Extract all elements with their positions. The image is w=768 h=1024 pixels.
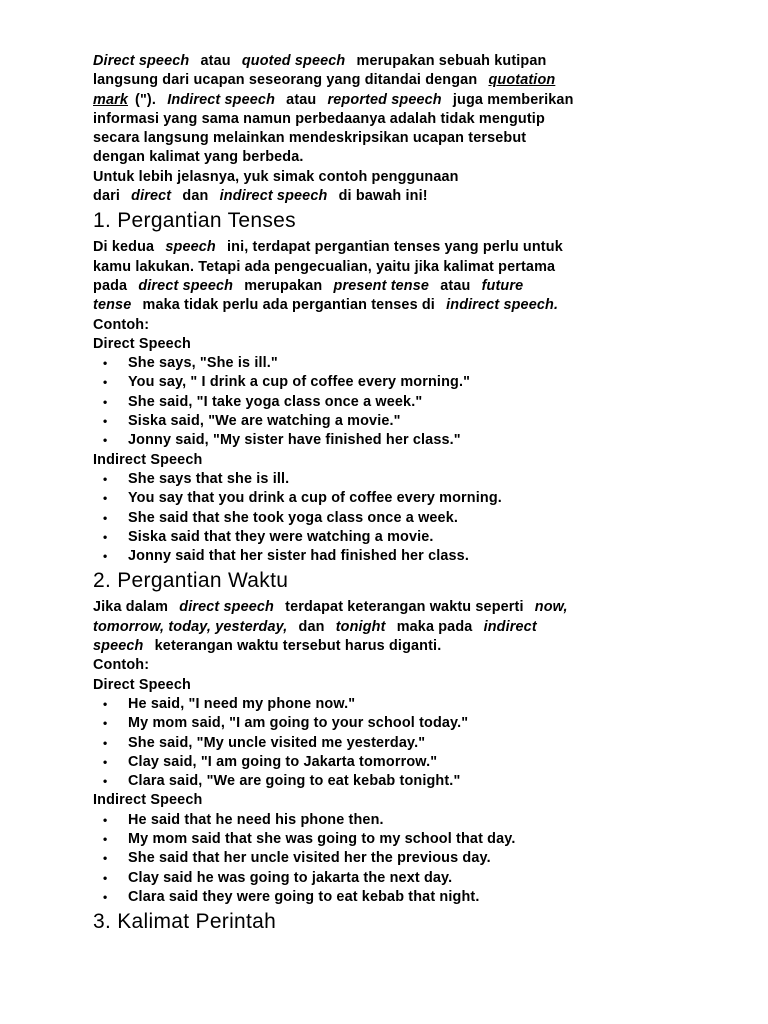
term-quotation: quotation bbox=[488, 72, 556, 89]
list-item: • My mom said that she was going to my school that day. bbox=[128, 830, 713, 849]
list-item: • Jonny said, "My sister have finished her class." bbox=[128, 431, 713, 450]
list-item: • She says that she is ill. bbox=[128, 470, 713, 489]
term-indirect: indirect bbox=[483, 618, 537, 635]
contoh-label: Contoh: bbox=[93, 316, 150, 333]
term-future: future bbox=[481, 277, 524, 294]
contoh-label: Contoh: bbox=[93, 657, 150, 674]
section-1-body: Di kedua speech ini, terdapat pergantian tenses yang perlu untuk kamu lakukan. Tetapi ada pengecualian, yaitu jika kalimat pertama pada direct speech merupakan present tense atau future tense maka tidak perlu ada pergantian tenses di indirect speech. Contoh: Direct Speech • She says, "She is ill." • You say, " I drink a cup of coffee every morning." • She said, "I take yoga class once a week." • Siska said, "We are watching a movie." • Jonny said, "My sister have finished her class." Indirect Speech • She says that she is ill. • You say that you drink a cup of coffee every morning. • She said that she took yoga class once a week. • Siska said that they were watching a movie. • Jonny said that her sister had finished her class. bbox=[93, 238, 713, 566]
list-item: • Siska said that they were watching a movie. bbox=[128, 528, 713, 547]
term-indirect-speech: indirect speech. bbox=[446, 297, 559, 314]
term-direct-speech: Direct speech bbox=[93, 53, 190, 69]
list-item: • My mom said, "I am going to your school today." bbox=[128, 714, 713, 733]
term-speech: speech bbox=[93, 638, 144, 655]
list-item: • Siska said, "We are watching a movie." bbox=[128, 412, 713, 431]
term-present-tense: present tense bbox=[333, 277, 430, 294]
list-item: • She said, "My uncle visited me yesterday." bbox=[128, 734, 713, 753]
term-mark: mark bbox=[93, 91, 129, 108]
term-quoted-speech: quoted speech bbox=[241, 53, 346, 69]
term-reported-speech: reported speech bbox=[327, 91, 442, 108]
term-time-words: tomorrow, today, yesterday, bbox=[93, 618, 288, 635]
list-item: • He said, "I need my phone now." bbox=[128, 695, 713, 714]
term-indirect-speech-2: indirect speech bbox=[219, 188, 328, 205]
list-item: • Clay said, "I am going to Jakarta tomorrow." bbox=[128, 753, 713, 772]
list-item: • She said, "I take yoga class once a week." bbox=[128, 393, 713, 412]
term-direct-speech: direct speech bbox=[138, 277, 234, 294]
indirect-speech-list bbox=[93, 470, 713, 566]
term-direct: direct bbox=[131, 188, 172, 205]
section-1-heading: 1. Pergantian Tenses bbox=[93, 209, 296, 233]
term-now: now, bbox=[534, 599, 568, 616]
list-item: • You say that you drink a cup of coffee every morning. bbox=[128, 489, 713, 508]
term-direct-speech: direct speech bbox=[179, 599, 274, 616]
section-2-body: Jika dalam direct speech terdapat keterangan waktu seperti now, tomorrow, today, yesterday, dan tonight maka pada indirect speech keterangan waktu tersebut harus diganti. Contoh: Direct Speech • He said, "I need my phone now." • My mom said, "I am going to your school today." • She said, "My uncle visited me yesterday." • Clay said, "I am going to Jakarta tomorrow." • Clara said, "We are going to eat kebab tonight." Indirect Speech • He said that he need his phone then. • My mom said that she was going to my school that day. • She said that her uncle visited her the previous day. • Clay said he was going to jakarta the next day. • Clara said they were going to eat kebab that night. bbox=[93, 598, 713, 907]
list-item: • Clara said they were going to eat kebab that night. bbox=[128, 888, 713, 907]
term-indirect-speech: Indirect speech bbox=[167, 91, 276, 108]
direct-speech-label: Direct Speech bbox=[93, 335, 191, 352]
list-item: • He said that he need his phone then. bbox=[128, 811, 713, 830]
list-item: • She said that her uncle visited her the previous day. bbox=[128, 849, 713, 868]
list-item: • You say, " I drink a cup of coffee every morning." bbox=[128, 373, 713, 392]
list-item: • She says, "She is ill." bbox=[128, 354, 713, 373]
term-tense: tense bbox=[93, 297, 132, 314]
section-2-heading: 2. Pergantian Waktu bbox=[93, 569, 289, 593]
document-body bbox=[93, 52, 713, 939]
indirect-speech-label: Indirect Speech bbox=[93, 451, 203, 468]
list-item: • Clay said he was going to jakarta the next day. bbox=[128, 869, 713, 888]
list-item: • Jonny said that her sister had finished her class. bbox=[128, 547, 713, 566]
list-item: • She said that she took yoga class once a week. bbox=[128, 509, 713, 528]
list-item: • Clara said, "We are going to eat kebab tonight." bbox=[128, 772, 713, 791]
section-3-heading: 3. Kalimat Perintah bbox=[93, 910, 277, 934]
term-tonight: tonight bbox=[335, 618, 386, 635]
term-speech: speech bbox=[165, 239, 216, 256]
direct-speech-list bbox=[93, 695, 713, 791]
indirect-speech-list bbox=[93, 811, 713, 907]
direct-speech-label: Direct Speech bbox=[93, 676, 191, 693]
intro-paragraph: Direct speech atau quoted speech merupakan sebuah kutipan langsung dari ucapan seseorang yang ditandai dengan quotation mark ("). Indirect speech atau reported speech juga memberikan informasi yang sama namun perbedaanya adalah tidak mengutip secara langsung melainkan mendeskripsikan ucapan tersebut dengan kalimat yang berbeda. Untuk lebih jelasnya, yuk simak contoh penggunaan dari direct dan indirect speech di bawah ini! bbox=[93, 53, 574, 205]
direct-speech-list bbox=[93, 354, 713, 450]
indirect-speech-label: Indirect Speech bbox=[93, 792, 203, 809]
